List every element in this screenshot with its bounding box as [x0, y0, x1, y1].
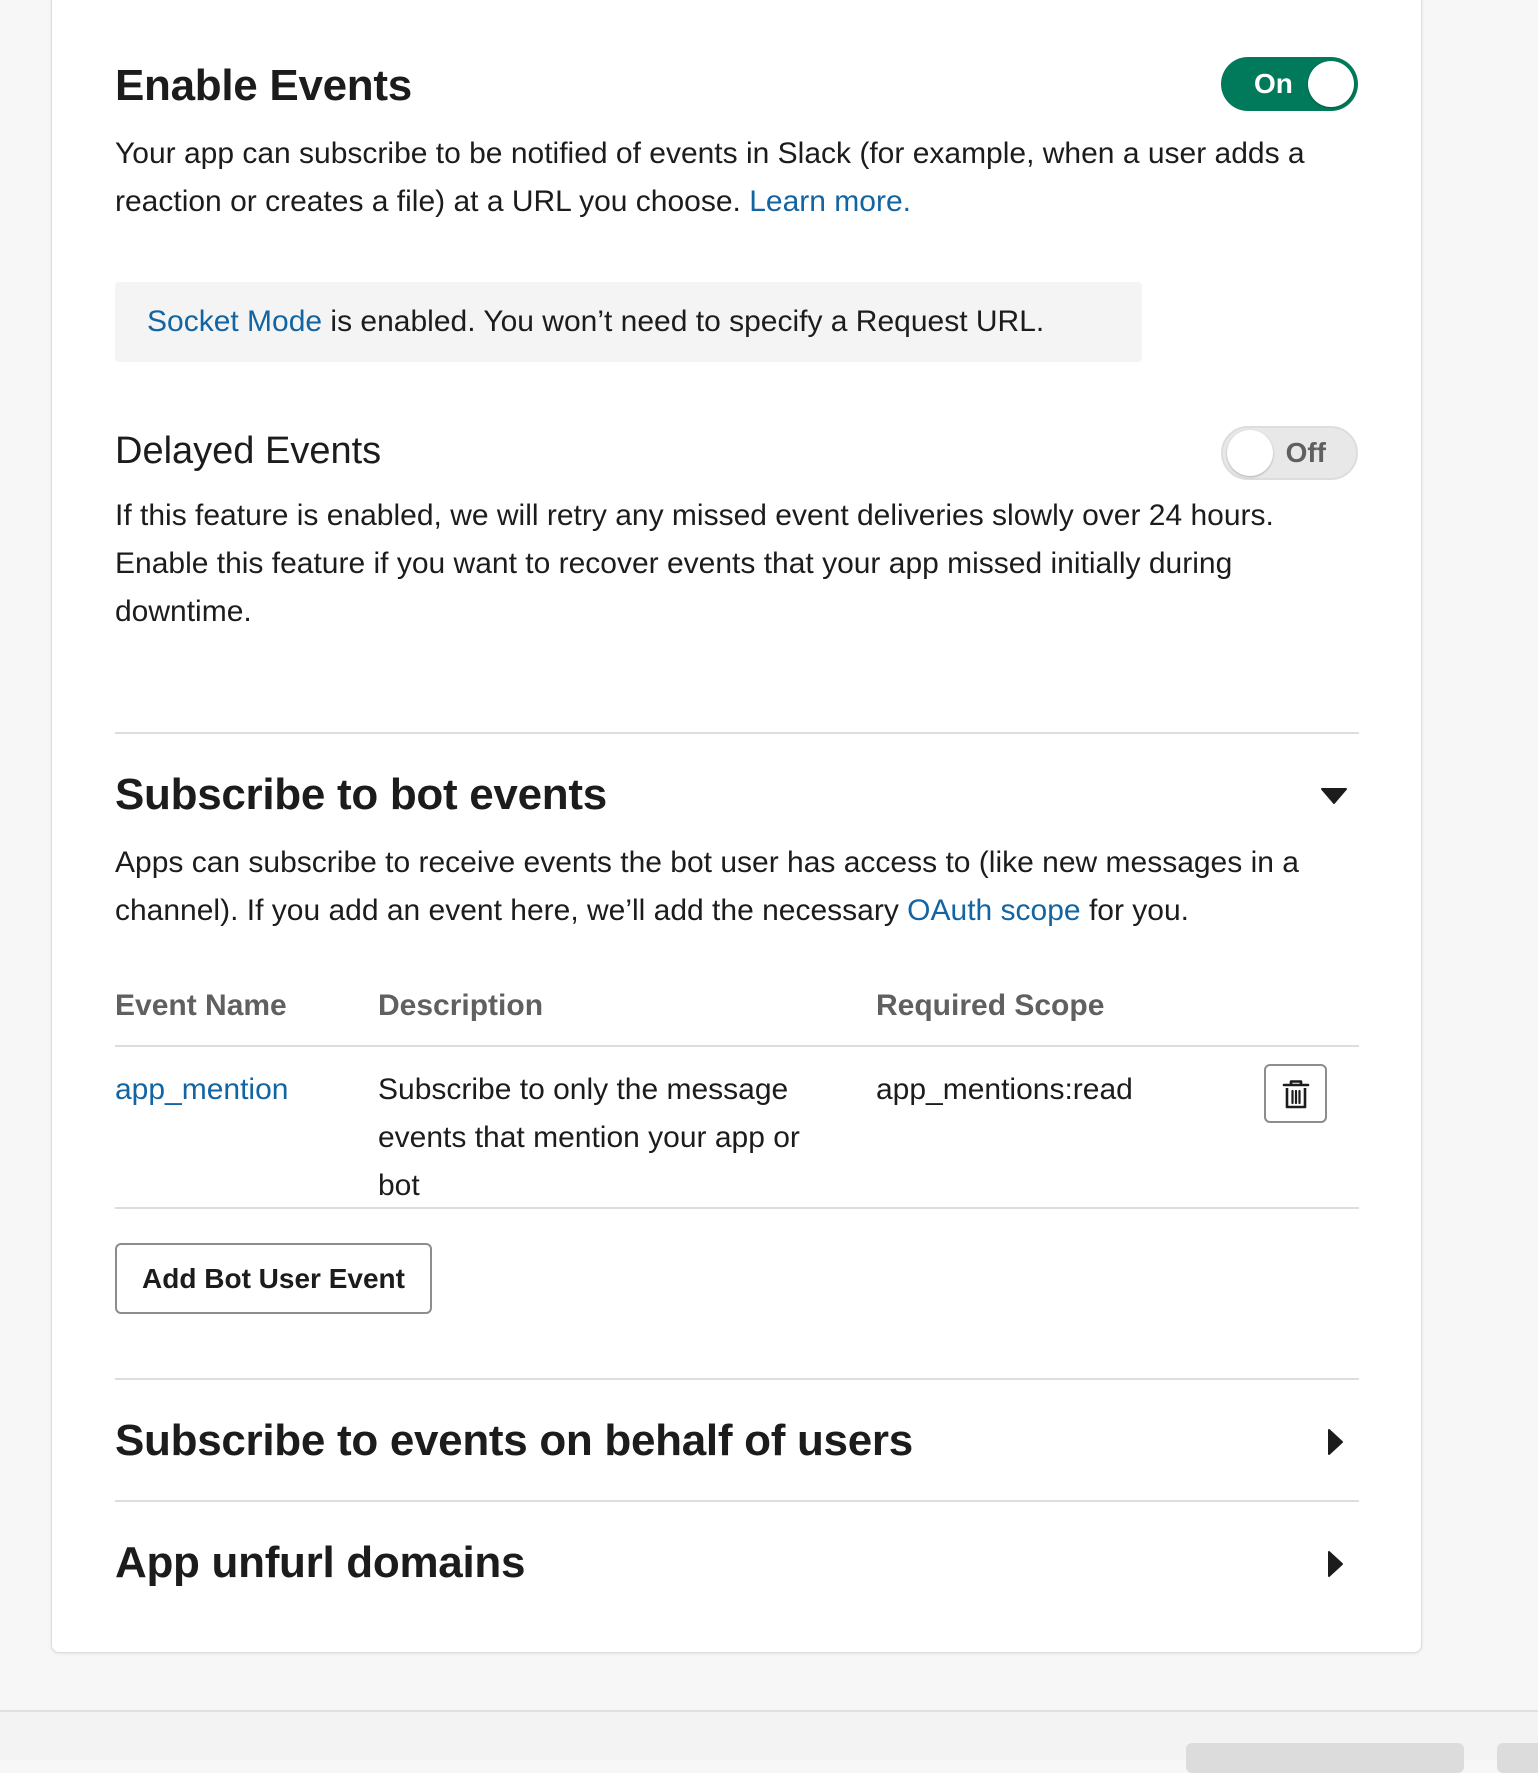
event-name-link[interactable]: app_mention	[115, 1073, 289, 1106]
column-header-description: Description	[378, 989, 544, 1022]
enable-events-description	[115, 130, 1365, 226]
oauth-scope-link[interactable]: OAuth scope	[907, 894, 1081, 927]
section-divider	[115, 732, 1359, 734]
column-header-required-scope: Required Scope	[876, 989, 1105, 1022]
bot-events-description	[115, 839, 1365, 935]
delayed-events-title: Delayed Events	[115, 430, 382, 472]
caret-right-icon[interactable]	[1326, 1550, 1344, 1578]
toggle-knob	[1308, 61, 1354, 107]
socket-mode-notice	[115, 282, 1142, 362]
event-required-scope: app_mentions:read	[876, 1073, 1133, 1106]
enable-events-toggle[interactable]	[1221, 57, 1358, 111]
section-divider	[115, 1378, 1359, 1380]
delayed-events-toggle-label: Off	[1285, 437, 1326, 468]
caret-right-icon[interactable]	[1326, 1428, 1344, 1456]
event-subscriptions-card	[51, 0, 1422, 1653]
delayed-events-toggle[interactable]	[1221, 426, 1358, 480]
column-header-event-name: Event Name	[115, 989, 287, 1022]
section-divider	[115, 1500, 1359, 1502]
add-bot-user-event-button[interactable]: Add Bot User Event	[115, 1243, 432, 1314]
table-row-divider	[115, 1207, 1359, 1209]
delayed-events-description: If this feature is enabled, we will retry any missed event deliveries slowly over 24 hours. Enable this feature if you want to recover events that your app missed initially during downtime.	[115, 499, 1274, 628]
socket-mode-link[interactable]: Socket Mode	[147, 305, 323, 338]
socket-mode-notice-text: is enabled. You won’t need to specify a Request URL.	[322, 305, 1045, 338]
bot-events-title[interactable]: Subscribe to bot events	[115, 770, 607, 819]
footer-button[interactable]	[1186, 1743, 1464, 1773]
learn-more-link[interactable]: Learn more.	[749, 185, 911, 218]
bot-events-description-text: Apps can subscribe to receive events the bot user has access to (like new messages in a channel). If you add an event here, we’ll add the necessary	[115, 846, 1299, 927]
footer-button[interactable]	[1497, 1743, 1538, 1773]
enable-events-toggle-label: On	[1254, 68, 1293, 99]
trash-icon	[1281, 1078, 1311, 1110]
user-events-title[interactable]: Subscribe to events on behalf of users	[115, 1416, 913, 1465]
caret-down-icon[interactable]	[1320, 787, 1348, 805]
toggle-knob	[1227, 430, 1273, 476]
bot-events-description-suffix: for you.	[1080, 894, 1189, 927]
enable-events-description-text: Your app can subscribe to be notified of events in Slack (for example, when a user adds a reaction or creates a file) at a URL you choose.	[115, 137, 1305, 218]
table-header-divider	[115, 1045, 1359, 1047]
enable-events-title: Enable Events	[115, 61, 412, 110]
event-description: Subscribe to only the message events that mention your app or bot	[378, 1073, 800, 1202]
unfurl-domains-title[interactable]: App unfurl domains	[115, 1538, 526, 1587]
delete-event-button[interactable]	[1264, 1064, 1327, 1123]
